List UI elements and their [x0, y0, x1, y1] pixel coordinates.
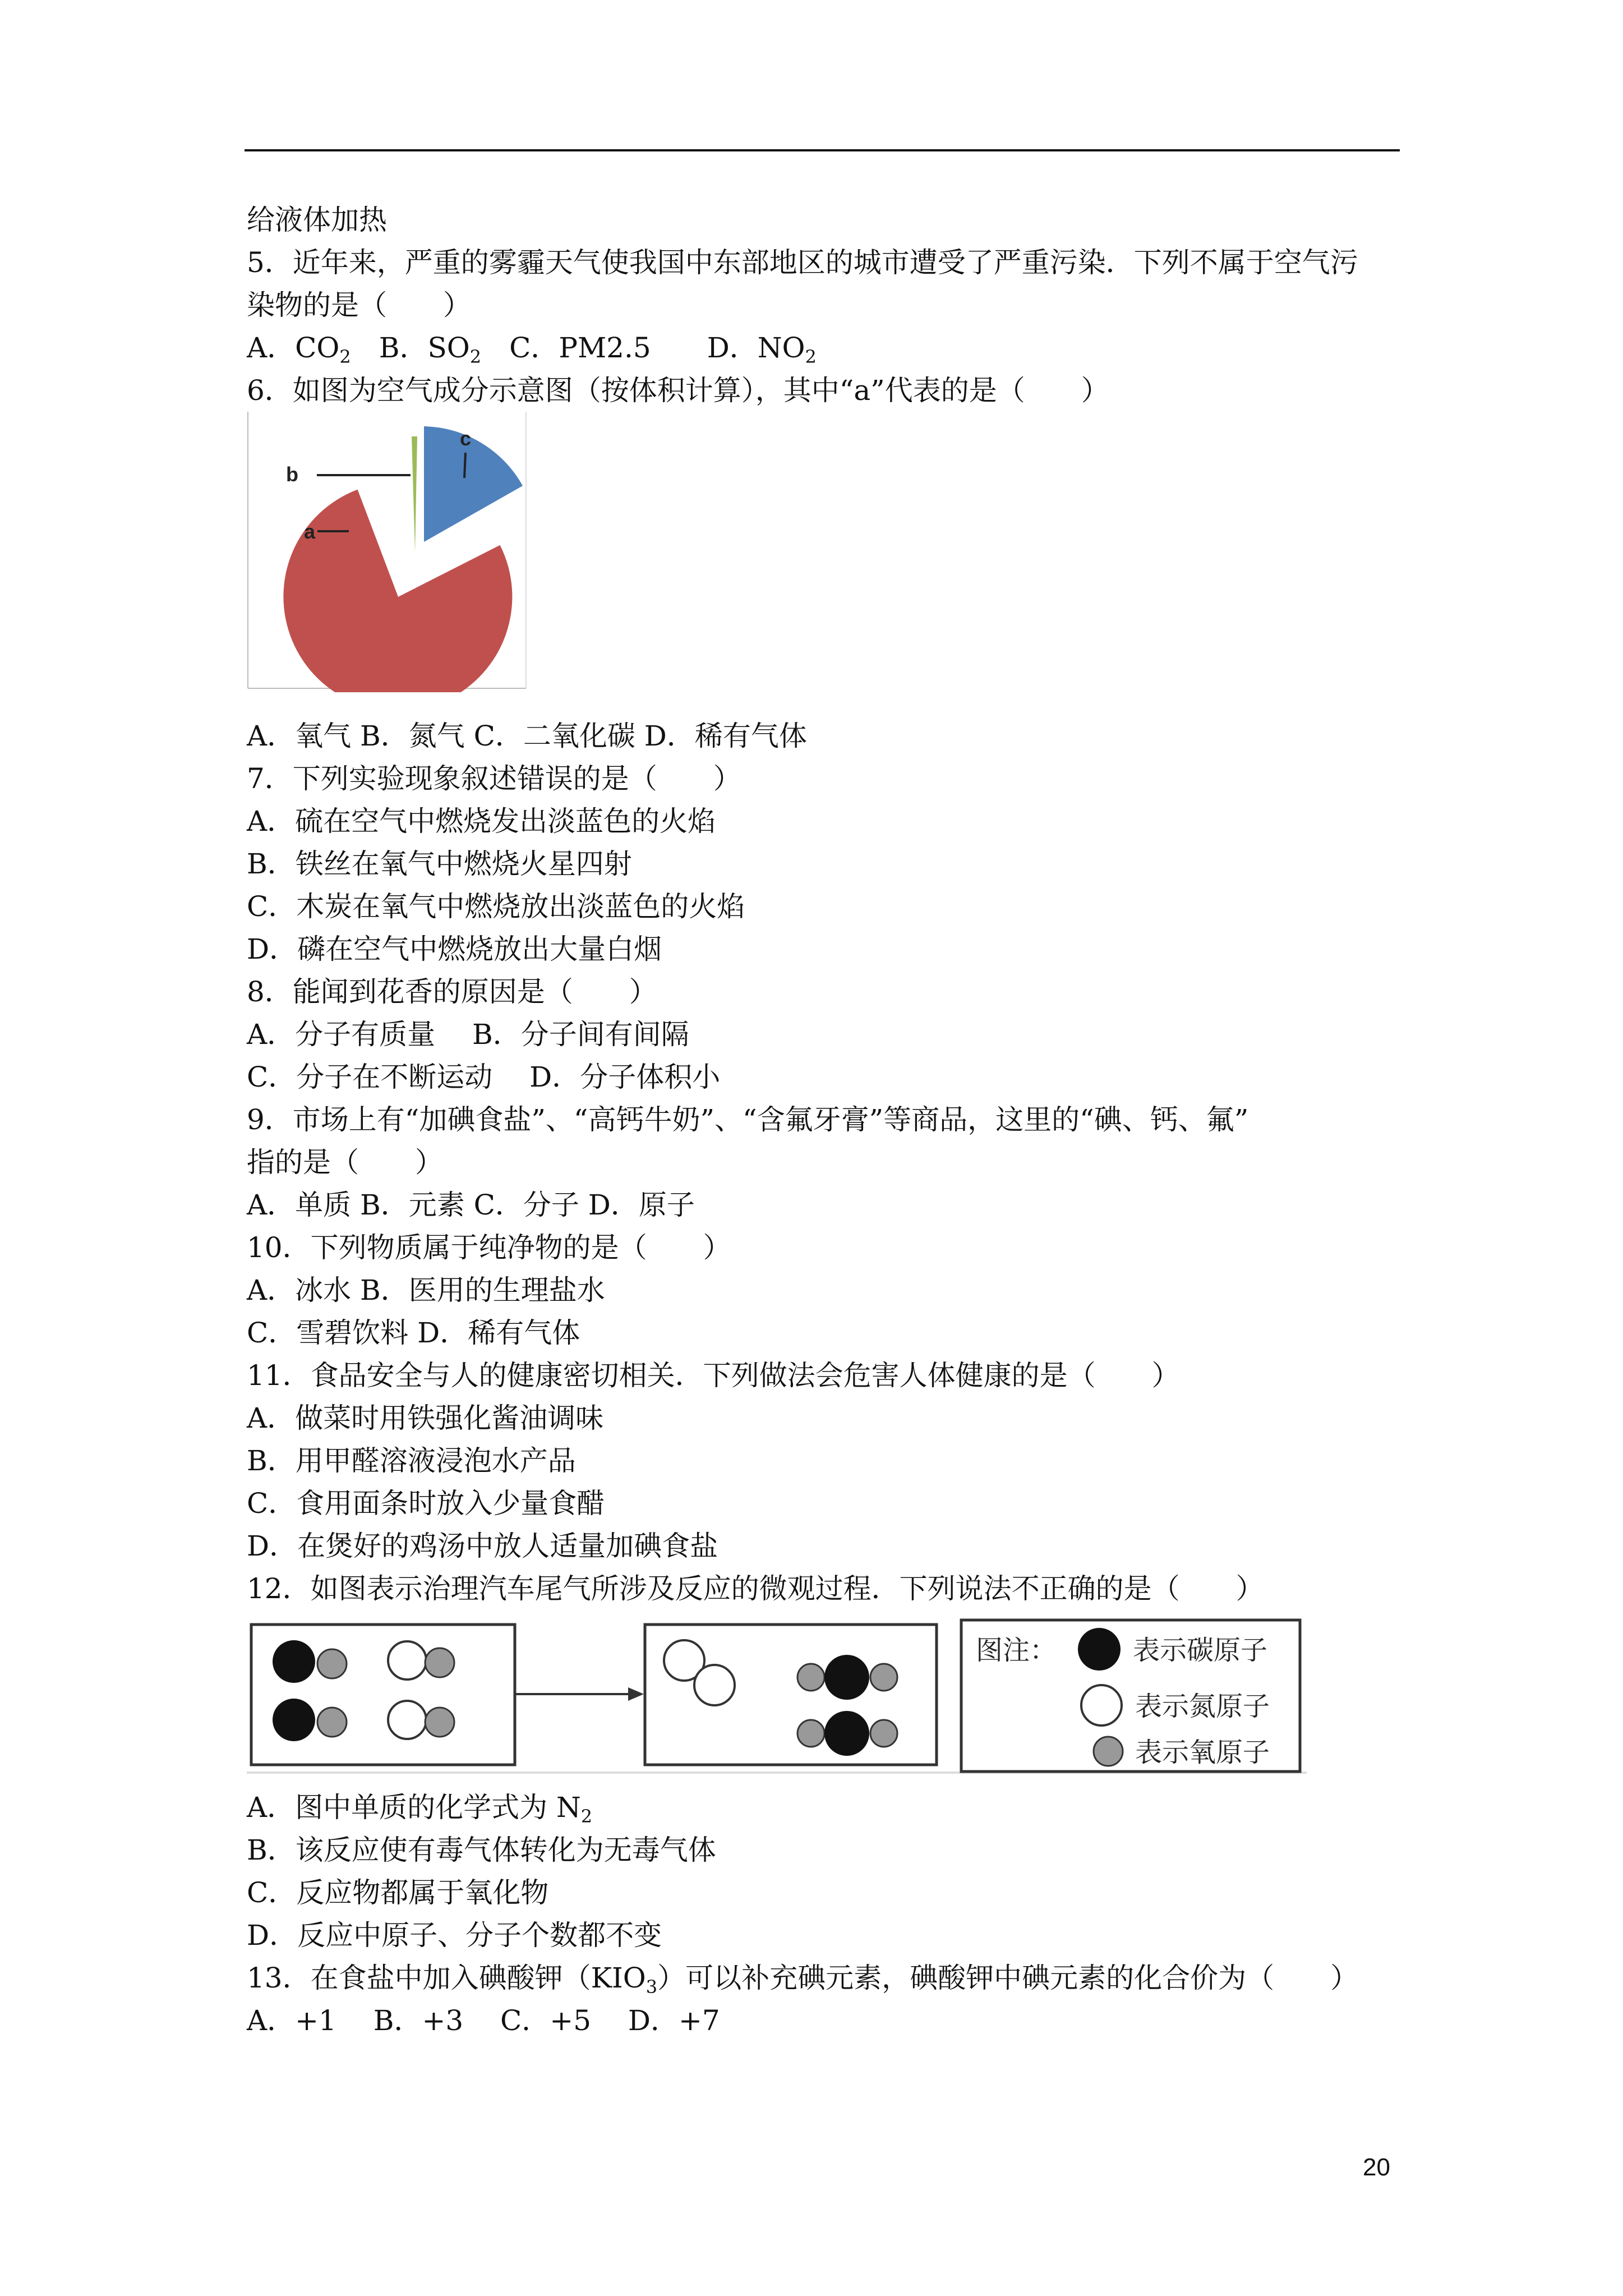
- question-6-options: A．氧气 B．氮气 C．二氧化碳 D．稀有气体: [247, 720, 807, 752]
- question-7-option-a: A．硫在空气中燃烧发出淡蓝色的火焰: [247, 805, 716, 838]
- carbon-atom-icon: [1078, 1628, 1121, 1671]
- question-8-options-cd: C．分子在不断运动 D．分子体积小: [247, 1061, 721, 1093]
- question-9-stem-cont: 指的是（ ）: [247, 1146, 443, 1179]
- question-10-options-ab: A．冰水 B．医用的生理盐水: [247, 1274, 605, 1306]
- reaction-arrow: [628, 1687, 644, 1701]
- question-10-stem: 10．下列物质属于纯净物的是（ ）: [247, 1231, 731, 1264]
- question-8-options-ab: A．分子有质量 B．分子间有间隔: [247, 1018, 689, 1051]
- question-11-option-c: C．食用面条时放入少量食醋: [247, 1487, 605, 1520]
- pie-label-b: b: [286, 463, 298, 486]
- text-line: 给液体加热: [247, 204, 387, 236]
- header-rule: [245, 149, 1400, 151]
- question-12-stem: 12．如图表示治理汽车尾气所涉及反应的微观过程．下列说法不正确的是（ ）: [247, 1572, 1264, 1605]
- question-11-option-d: D．在煲好的鸡汤中放人适量加碘食盐: [247, 1530, 718, 1562]
- legend-carbon-label: 表示碳原子: [1133, 1636, 1268, 1665]
- air-composition-pie-figure: [247, 412, 527, 692]
- question-7-stem: 7．下列实验现象叙述错误的是（ ）: [247, 762, 741, 795]
- question-12-option-d: D．反应中原子、分子个数都不变: [247, 1919, 662, 1952]
- question-11-option-b: B．用甲醛溶液浸泡水产品: [247, 1444, 576, 1477]
- legend-title: 图注：: [976, 1636, 1057, 1665]
- pie-slice-a: [283, 490, 512, 692]
- page-number: 20: [1363, 2154, 1390, 2181]
- question-9-stem: 9．市场上有“加碘食盐”、“高钙牛奶”、“含氟牙膏”等商品，这里的“碘、钙、氟”: [247, 1103, 1249, 1136]
- nitrogen-atom-icon: [1081, 1685, 1122, 1726]
- question-5-options: A．$CO_2$ B．$SO_2$ C．PM2.5 D．$NO_2$: [247, 332, 817, 367]
- reaction-micro-figure: [247, 1616, 1307, 1778]
- question-5-stem: 5．近年来，严重的雾霾天气使我国中东部地区的城市遭受了严重污染．下列不属于空气污: [247, 246, 1358, 279]
- question-11-option-a: A．做菜时用铁强化酱油调味: [247, 1402, 604, 1434]
- question-13-stem: 13．在食盐中加入碘酸钾$(KIO_3)$可以补充碘元素，碘酸钾中碘元素的化合价为（ ）: [247, 1962, 1359, 1998]
- question-11-stem: 11．食品安全与人的健康密切相关．下列做法会危害人体健康的是（ ）: [247, 1359, 1180, 1392]
- legend-nitrogen-label: 表示氮原子: [1135, 1692, 1270, 1722]
- question-7-option-c: C．木炭在氧气中燃烧放出淡蓝色的火焰: [247, 890, 745, 923]
- question-7-option-d: D．磷在空气中燃烧放出大量白烟: [247, 933, 662, 965]
- pie-slice-b: [412, 436, 417, 552]
- question-9-options: A．单质 B．元素 C．分子 D．原子: [247, 1189, 695, 1221]
- pie-label-c: c: [460, 427, 472, 450]
- question-12-option-a: A．图中单质的化学式为 $N_2$: [247, 1791, 593, 1827]
- question-12-option-c: C．反应物都属于氧化物: [247, 1876, 549, 1909]
- question-13-options: A．+1 B．+3 C．+5 D．+7: [247, 2004, 720, 2037]
- pie-slice-c: [424, 426, 523, 542]
- question-5-stem-cont: 染物的是（ ）: [247, 289, 471, 321]
- question-10-options-cd: C．雪碧饮料 D．稀有气体: [247, 1317, 580, 1349]
- question-8-stem: 8．能闻到花香的原因是（ ）: [247, 976, 657, 1008]
- question-7-option-b: B．铁丝在氧气中燃烧火星四射: [247, 848, 632, 880]
- question-6-stem: 6．如图为空气成分示意图（按体积计算），其中“a”代表的是（ ）: [247, 374, 1109, 407]
- pie-label-a: a: [304, 520, 316, 543]
- legend-oxygen-label: 表示氧原子: [1135, 1738, 1270, 1768]
- question-12-option-b: B．该反应使有毒气体转化为无毒气体: [247, 1834, 716, 1866]
- oxygen-atom-icon: [1094, 1737, 1123, 1766]
